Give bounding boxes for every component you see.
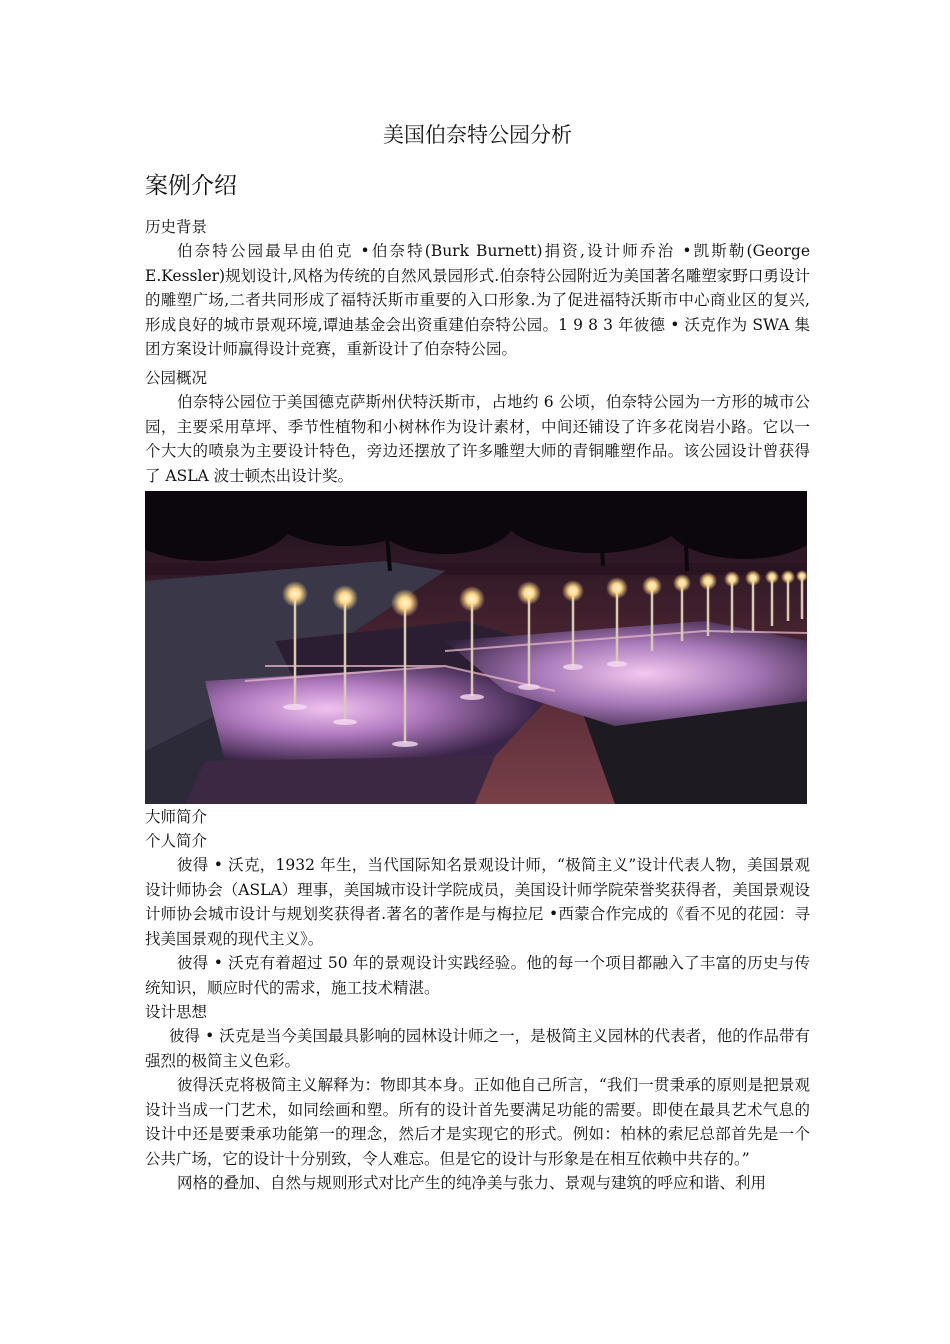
thought-heading: 设计思想 [145,1003,208,1021]
profile-heading: 个人简介 [145,832,208,850]
section-heading: 案例介绍 [145,173,237,199]
thought-paragraph-2: 彼得沃克将极简主义解释为：物即其本身。正如他自己所言，“我们一贯秉承的原则是把景观设计当成一门艺术，如同绘画和塑。所有的设计首先要满足功能的需要。即使在最具艺术气息的设计中还是要秉承功能第一的理念，然后才是实现它的形式。例如：柏林的索尼总部首先是一个公共广场，它的设计十分别致，令人难忘。但是它的设计与形象是在相互依赖中共存的。” [145,1076,810,1168]
thought-paragraph-3: 网格的叠加、自然与规则形式对比产生的纯净美与张力、景观与建筑的呼应和谐、利用 [177,1174,767,1192]
profile-paragraph-2: 彼得 • 沃克有着超过 50 年的景观设计实践经验。他的每一个项目都融入了丰富的历史与传统知识，顺应时代的需求，施工技术精湛。 [145,954,810,997]
history-heading: 历史背景 [145,218,208,236]
thought-paragraph-1: 彼得 • 沃克是当今美国最具影响的园林设计师之一，是极简主义园林的代表者，他的作品带有强烈的极简主义色彩。 [145,1027,810,1070]
master-block [145,805,810,1196]
history-paragraph: 伯奈特公园最早由伯克 •伯奈特(Burk Burnett)捐资,设计师乔治 •凯斯勒(George E.Kessler)规划设计,风格为传统的自然风景园形式.伯奈特公园附近为美国著名雕塑家野口勇设计的雕塑广场,二者共同形成了福特沃斯市重要的入口形象.为了促进福特沃斯市中心商业区的复兴,形成良好的城市景观环境,谭迪基金会出资重建伯奈特公园。1 9 8 3 年彼德 • 沃克作为 SWA 集团方案设计师赢得设计竞赛，重新设计了伯奈特公园。 [145,242,810,358]
history-block [145,215,810,362]
fountain-photo [145,491,807,804]
document-title: 美国伯奈特公园分析 [383,123,572,147]
master-heading: 大师简介 [145,808,208,826]
overview-paragraph: 伯奈特公园位于美国德克萨斯州伏特沃斯市，占地约 6 公顷，伯奈特公园为一方形的城市公园，主要采用草坪、季节性植物和小树林作为设计素材，中间还铺设了许多花岗岩小路。它以一个大大的喷泉为主要设计特色，旁边还摆放了许多雕塑大师的青铜雕塑作品。该公园设计曾获得了 ASLA 波士顿杰出设计奖。 [145,393,810,485]
overview-block [145,366,810,488]
profile-paragraph-1: 彼得 • 沃克，1932 年生，当代国际知名景观设计师，“极简主义”设计代表人物，美国景观设计师协会（ASLA）理事，美国城市设计学院成员，美国设计师学院荣誉奖获得者，美国景观设计师协会城市设计与规划奖获得者.著名的著作是与梅拉尼 •西蒙合作完成的《看不见的花园：寻找美国景观的现代主义》。 [145,856,810,948]
overview-heading: 公园概况 [145,369,208,387]
